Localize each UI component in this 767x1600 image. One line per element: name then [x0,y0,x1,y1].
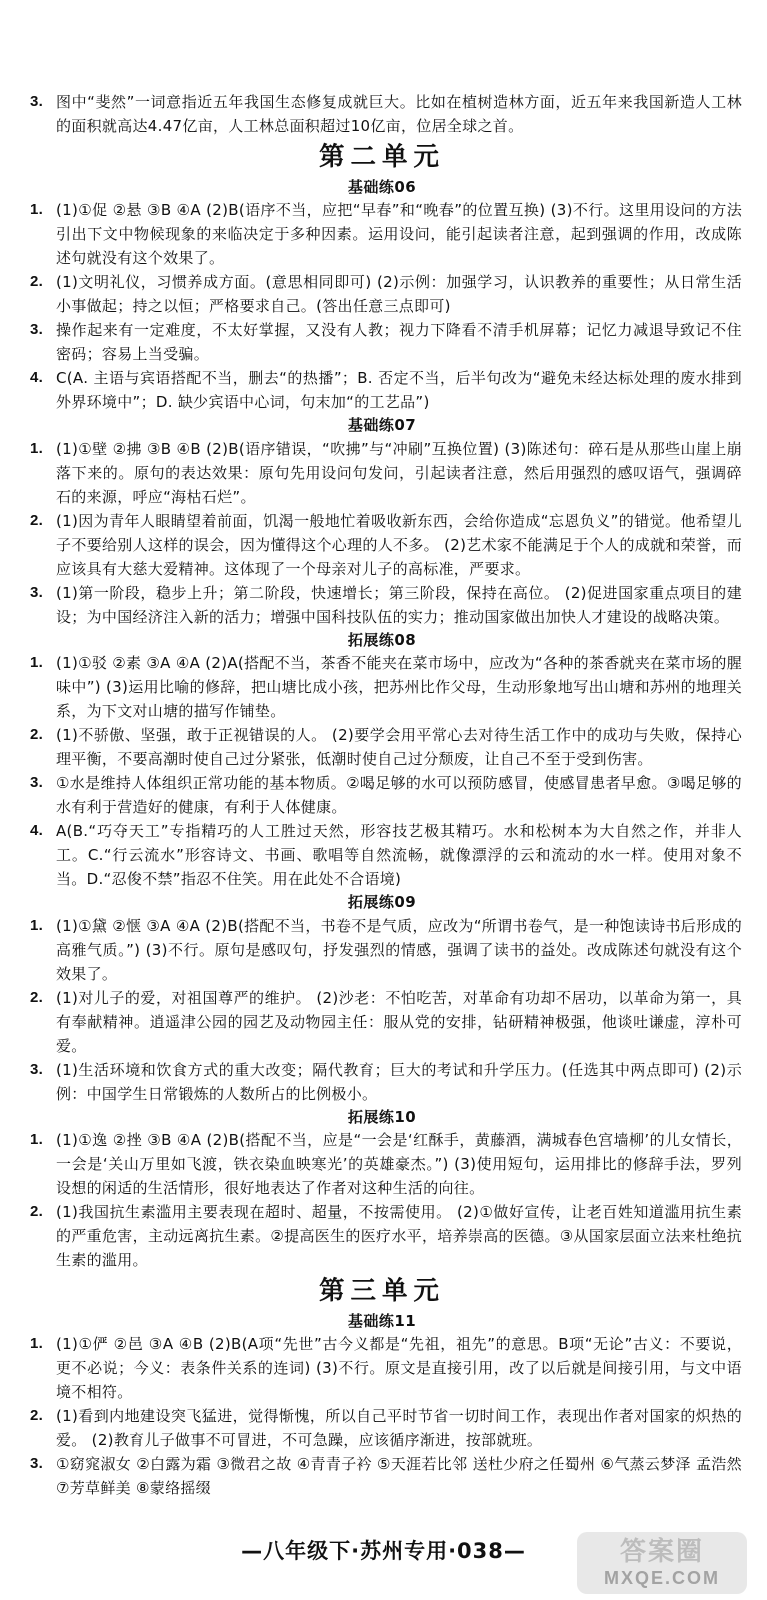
section-title: 基础练11 [347,1311,417,1330]
item-number: 4. [30,822,44,839]
item-number: 3. [30,583,44,601]
item-text: (1)看到内地建设突飞猛进，觉得惭愧，所以自己平时节省一切时间工作，表现出作者对国家的炽热的爱。 (2)教育儿子做事不可冒进，不可急躁，应该循序渐进，按部就班。 [56,1407,742,1449]
answer-item [22,270,742,318]
item-text: (1)①黛 ②惬 ③A ④A (2)B(搭配不当，书卷不是气质，应改为“所谓书卷气，是一种饱读诗书后形成的高雅气质。”) (3)不行。原句是感叹句，抒发强烈的情感，强调了读书的益处。改成陈述句就没有这个效果了。 [56,916,742,983]
item-number: 2. [30,273,44,290]
item-text: (1)因为青年人眼睛望着前面，饥渴一般地忙着吸收新东西，会给你造成“忘恩负义”的错觉。他希望儿子不要给别人这样的误会，因为懂得这个心理的人不多。 (2)艺术家不能满足于个人的成就和荣誉，而应该具有大慈大爱精神。这体现了一个母亲对儿子的高标准，严要求。 [56,511,742,578]
answer-item [22,771,742,819]
item-number: 2. [30,1407,44,1424]
item-number: 2. [30,511,44,529]
answer-item [22,819,742,891]
answer-item [22,723,742,771]
unit2-title: 第二单元 [318,142,445,172]
site-watermark-logo [577,1532,747,1594]
page-footer: —八年级下·苏州专用·038— [241,1539,526,1563]
answer-item [22,318,742,366]
item-text: (1)对儿子的爱，对祖国尊严的维护。 (2)沙老：不怕吃苦，对革命有功却不居功，以革命为第一，具有奉献精神。逍遥津公园的园艺及动物园主任：服从党的安排，钻研精神极强，他谈吐谦虚，淳朴可爱。 [56,988,742,1055]
item-text: (1)我国抗生素滥用主要表现在超时、超量，不按需使用。 (2)①做好宣传，让老百姓知道滥用抗生素的严重危害，主动远离抗生素。②提高医生的医疗水平，培养崇高的医德。③从国家层面立法来杜绝抗生素的滥用。 [56,1203,742,1269]
item-text: (1)①壁 ②拂 ③B ④B (2)B(语序错误，“吹拂”与“冲刷”互换位置) (3)陈述句：碎石是从那些山崖上崩落下来的。原句的表达效果：原句先用设问句发问，引起读者注意，然后用强烈的感叹语气，强调碎石的来源，呼应“海枯石烂”。 [56,439,742,506]
answer-item [22,581,742,629]
item-number: 2. [30,1203,44,1220]
flow-column [22,90,742,1500]
answer-item [22,914,742,986]
item-text: (1)①驳 ②素 ③A ④A (2)A(搭配不当，茶香不能夹在菜市场中，应改为“各种的茶香就夹在菜市场的腥味中”) (3)运用比喻的修辞，把山塘比成小孩，把苏州比作父母，生动形象地写出山塘和苏州的地理关系，为下文对山塘的描写作铺垫。 [56,654,742,720]
item-text: A(B.“巧夺天工”专指精巧的人工胜过天然，形容技艺极其精巧。水和松树本为大自然之作，并非人工。C.“行云流水”形容诗文、书画、歌唱等自然流畅，就像漂浮的云和流动的水一样。使用对象不当。D.“忍俊不禁”指忍不住笑。用在此处不合语境) [56,822,742,888]
section-title: 拓展练09 [347,893,417,911]
item-text: (1)①俨 ②邑 ③A ④B (2)B(A项“先世”古今义都是“先祖，祖先”的意思。B项“无论”古义：不要说，更不必说；今义：表条件关系的连词) (3)不行。原文是直接引用，改了以后就是间接引用，与文中语境不相符。 [56,1335,742,1401]
answer-item [22,90,742,138]
item-text: (1)生活环境和饮食方式的重大改变；隔代教育；巨大的考试和升学压力。(任选其中两点即可) (2)示例：中国学生日常锻炼的人数所占的比例极小。 [56,1060,742,1103]
item-number: 3. [30,774,44,791]
section-title: 拓展练08 [347,630,417,649]
item-text: 图中“斐然”一词意指近五年我国生态修复成就巨大。比如在植树造林方面，近五年来我国新造人工林的面积就高达4.47亿亩，人工林总面积超过10亿亩，位居全球之首。 [56,93,742,135]
item-text: (1)①促 ②悬 ③B ④A (2)B(语序不当，应把“早春”和“晚春”的位置互换) (3)不行。这里用设问的方法引出下文中物候现象的来临决定于多种因素。运用设问，能引起读者注意，起到强调的作用，改成陈述句就没有这个效果了。 [56,201,742,267]
item-number: 2. [30,726,44,743]
section-title: 基础练06 [347,177,417,196]
item-number: 3. [30,93,44,110]
item-text: C(A. 主语与宾语搭配不当，删去“的热播”；B. 否定不当，后半句改为“避免未经达标处理的废水排到外界环境中”；D. 缺少宾语中心词，句末加“的工艺品”) [56,369,742,411]
item-text: (1)①逸 ②挫 ③B ④A (2)B(搭配不当，应是“一会是‘红酥手，黄藤酒，满城春色宫墙柳’的儿女情长，一会是‘关山万里如飞渡，铁衣染血映寒光’的英雄豪杰。”) (3)使用短句，运用排比的修辞手法，罗列设想的闲适的生活情形，很好地表达了作者对这种生活的向往。 [56,1131,742,1197]
item-number: 4. [30,369,44,386]
answer-item [22,198,742,270]
unit3-title: 第三单元 [318,1276,445,1306]
answer-item [22,986,742,1058]
item-number: 1. [30,654,44,671]
section-title: 拓展练10 [347,1107,417,1126]
item-number: 1. [30,1335,44,1352]
answer-item [22,1332,742,1404]
item-number: 2. [30,988,44,1006]
answer-item [22,509,742,581]
item-text: (1)文明礼仪，习惯养成方面。(意思相同即可) (2)示例：加强学习，认识教养的重要性；从日常生活小事做起；持之以恒；严格要求自己。(答出任意三点即可) [56,273,742,315]
item-text: ①水是维持人体组织正常功能的基本物质。②喝足够的水可以预防感冒，使感冒患者早愈。③喝足够的水有利于营造好的健康，有利于人体健康。 [56,774,742,816]
answer-item [22,1200,742,1272]
item-text: (1)不骄傲、坚强，敢于正视错误的人。 (2)要学会用平常心去对待生活工作中的成功与失败，保持心理平衡，不要高潮时使自己过分紧张，低潮时使自己过分颓废，让自己不至于受到伤害。 [56,726,742,768]
item-number: 3. [30,321,44,338]
section-title: 基础练07 [347,416,417,434]
item-number: 1. [30,1131,44,1148]
item-text: 操作起来有一定难度，不太好掌握，又没有人教；视力下降看不清手机屏幕；记忆力减退导致记不住密码；容易上当受骗。 [56,321,742,363]
answer-item [22,1404,742,1452]
item-number: 3. [30,1060,44,1078]
item-number: 1. [30,439,44,457]
item-number: 1. [30,201,44,218]
item-text: ①窈窕淑女 ②白露为霜 ③微君之故 ④青青子衿 ⑤天涯若比邻 送杜少府之任蜀州 ⑥气蒸云梦泽 孟浩然 ⑦芳草鲜美 ⑧蒙络摇缀 [56,1455,742,1497]
answer-item [22,1128,742,1200]
answer-item [22,437,742,509]
answer-item [22,1452,742,1500]
item-number: 1. [30,916,44,934]
answer-item [22,1058,742,1106]
item-text: (1)第一阶段，稳步上升；第二阶段，快速增长；第三阶段，保持在高位。 (2)促进国家重点项目的建设；为中国经济注入新的活力；增强中国科技队伍的实力；推动国家做出加快人才建设的战略决策。 [56,583,742,626]
item-number: 3. [30,1455,44,1472]
watermark-text: 答案圈 [619,1537,704,1567]
answer-item [22,366,742,414]
watermark-url: MXQE.COM [603,1568,720,1588]
answer-item [22,651,742,723]
